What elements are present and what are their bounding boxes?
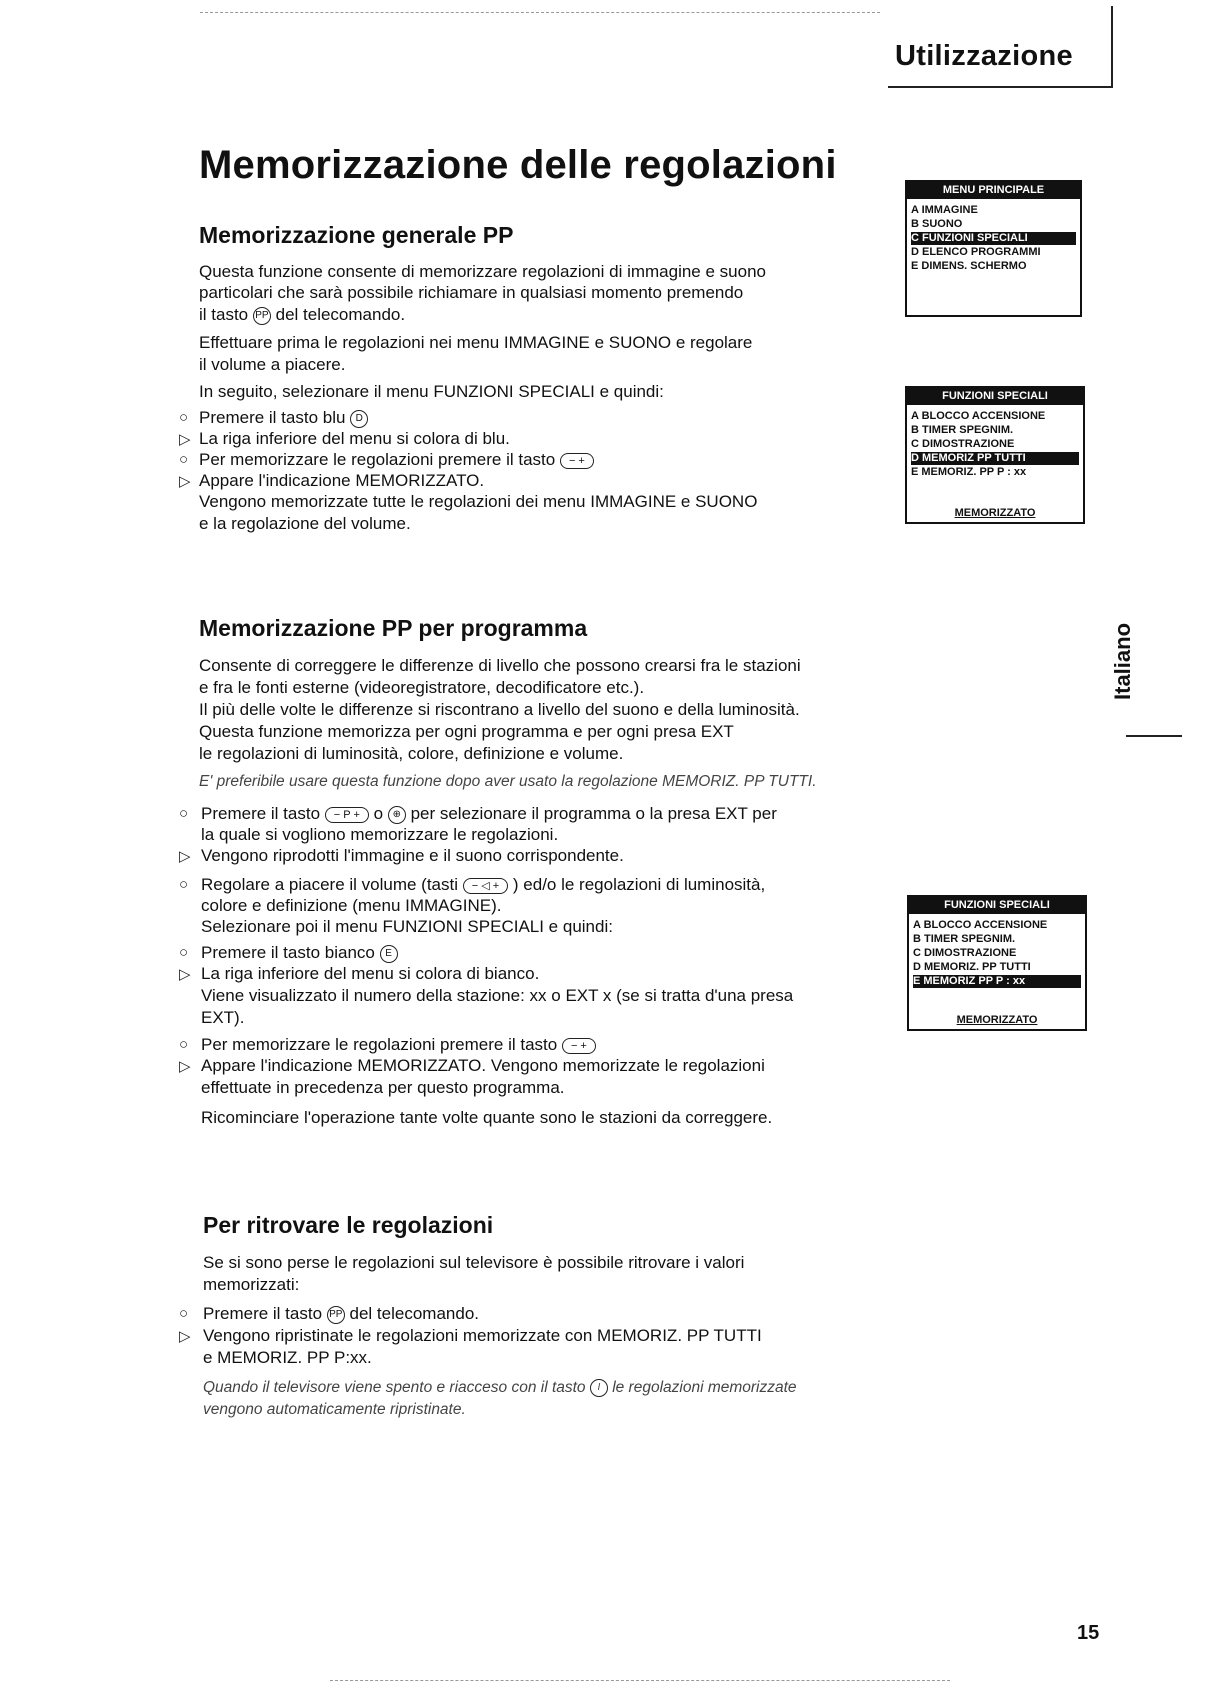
section1-bullet3-text: Per memorizzare le regolazioni premere il tasto <box>199 450 556 469</box>
section1-heading: Memorizzazione generale PP <box>199 222 514 248</box>
pp-key-icon: PP <box>327 1306 345 1324</box>
section3-bullet1-text: Premere il tasto <box>203 1304 323 1323</box>
bullet-circle-icon: ○ <box>179 409 189 426</box>
ext-key-icon: ⊕ <box>388 806 406 824</box>
section3-heading: Per ritrovare le regolazioni <box>203 1212 494 1238</box>
blue-key-icon: D <box>350 410 368 428</box>
section2-bullet5-line2: Viene visualizzato il numero della stazione: xx o EXT x (se si tratta d'una presa <box>201 986 794 1005</box>
section2-p3: Il più delle volte le differenze si riscontrano a livello del suono e della luminosità. <box>199 700 800 719</box>
section1-step-line2: il volume a piacere. <box>199 355 346 374</box>
menu-title: MENU PRINCIPALE <box>907 182 1080 199</box>
section2-bullet5: La riga inferiore del menu si colora di bianco. <box>201 964 540 983</box>
power-key-icon: I <box>590 1379 608 1397</box>
section3-note-text: Quando il televisore viene spento e riacceso con il tasto <box>203 1379 586 1396</box>
section2-p4: Questa funzione memorizza per ogni programma e per ogni presa EXT <box>199 722 734 741</box>
menu-item: E DIMENS. SCHERMO <box>911 260 1027 272</box>
section3-bullet1-text-end: del telecomando. <box>349 1304 479 1323</box>
section1-bullet1-text: Premere il tasto blu <box>199 408 346 427</box>
section3-bullet2-line2: e MEMORIZ. PP P:xx. <box>203 1348 372 1367</box>
menu-item: A IMMAGINE <box>911 204 978 216</box>
section2-bullet4 <box>201 942 398 964</box>
store-key-icon: − + <box>560 453 594 469</box>
arrow-right-icon: ▷ <box>179 966 191 983</box>
section3-note-line1 <box>203 1377 797 1399</box>
menu-item: A BLOCCO ACCENSIONE <box>913 919 1048 931</box>
section1-bullet3 <box>199 449 594 471</box>
menu-title: FUNZIONI SPECIALI <box>907 388 1083 405</box>
bullet-circle-icon: ○ <box>179 1305 189 1322</box>
section2-bullet1-text: Premere il tasto <box>201 804 321 823</box>
menu-item: B SUONO <box>911 218 963 230</box>
section2-bullet4-text: Premere il tasto bianco <box>201 943 375 962</box>
menu-item: A BLOCCO ACCENSIONE <box>911 410 1046 422</box>
section2-bullet3 <box>201 874 765 896</box>
arrow-right-icon: ▷ <box>179 848 191 865</box>
section2-p2: e fra le fonti esterne (videoregistratore, decodificatore etc.). <box>199 678 645 697</box>
menu-item: D ELENCO PROGRAMMI <box>911 246 1041 258</box>
scan-artifact-top <box>200 12 880 13</box>
section2-bullet7-line2: effettuate in precedenza per questo programma. <box>201 1078 565 1097</box>
section2-bullet1 <box>201 803 777 825</box>
volume-key-icon: − ◁ + <box>463 878 508 894</box>
section1-bullet1 <box>199 407 368 429</box>
section2-p5: le regolazioni di luminosità, colore, definizione e volume. <box>199 744 624 763</box>
header-rule <box>888 86 1113 88</box>
section3-note-text-end: le regolazioni memorizzate <box>612 1379 797 1396</box>
bullet-circle-icon: ○ <box>179 1036 189 1053</box>
menu-item-selected: D MEMORIZ PP TUTTI <box>911 452 1079 465</box>
page-number: 15 <box>1077 1622 1100 1644</box>
section1-step-line3: In seguito, selezionare il menu FUNZIONI SPECIALI e quindi: <box>199 382 664 401</box>
tv-menu-funzioni-speciali-2 <box>907 895 1087 1031</box>
arrow-right-icon: ▷ <box>179 1058 191 1075</box>
menu-item-selected: C FUNZIONI SPECIALI <box>911 232 1076 245</box>
store-key-icon: − + <box>562 1038 596 1054</box>
section1-intro-line3 <box>199 304 405 326</box>
section1-intro-text: il tasto <box>199 305 249 324</box>
section2-bullet6 <box>201 1034 596 1056</box>
menu-footer: MEMORIZZATO <box>956 1014 1038 1026</box>
section2-bullet2: Vengono riprodotti l'immagine e il suono corrispondente. <box>201 846 624 865</box>
section2-note: E' preferibile usare questa funzione dopo aver usato la regolazione MEMORIZ. PP TUTTI. <box>199 773 817 790</box>
section2-heading: Memorizzazione PP per programma <box>199 615 588 641</box>
section3-bullet1 <box>203 1303 479 1325</box>
section1-intro-line1: Questa funzione consente di memorizzare regolazioni di immagine e suono <box>199 262 766 281</box>
section2-bullet1-line2: la quale si vogliono memorizzare le regolazioni. <box>201 825 559 844</box>
menu-item: B TIMER SPEGNIM. <box>913 933 1016 945</box>
scan-artifact-bottom <box>330 1680 950 1681</box>
section3-p1: Se si sono perse le regolazioni sul televisore è possibile ritrovare i valori <box>203 1253 745 1272</box>
section3-bullet2: Vengono ripristinate le regolazioni memorizzate con MEMORIZ. PP TUTTI <box>203 1326 762 1345</box>
menu-item: C DIMOSTRAZIONE <box>913 947 1017 959</box>
menu-title: FUNZIONI SPECIALI <box>909 897 1085 914</box>
section1-bullet4-line3: e la regolazione del volume. <box>199 514 411 533</box>
section2-outro: Ricominciare l'operazione tante volte quante sono le stazioni da correggere. <box>201 1108 773 1127</box>
section1-intro-text-end: del telecomando. <box>275 305 406 324</box>
section2-bullet3-text: Regolare a piacere il volume (tasti <box>201 875 459 894</box>
bullet-circle-icon: ○ <box>179 805 189 822</box>
section2-bullet3-text-end: ) ed/o le regolazioni di luminosità, <box>512 875 766 894</box>
tv-menu-principale <box>905 180 1082 317</box>
menu-item: C DIMOSTRAZIONE <box>911 438 1015 450</box>
menu-item: D MEMORIZ. PP TUTTI <box>913 961 1031 973</box>
white-key-icon: E <box>380 945 398 963</box>
section2-bullet5-line3: EXT). <box>201 1008 245 1027</box>
section3-note-line2: vengono automaticamente ripristinate. <box>203 1401 466 1418</box>
section2-bullet1-text-end: per selezionare il programma o la presa EXT per <box>410 804 777 823</box>
section2-bullet3-line3: Selezionare poi il menu FUNZIONI SPECIALI e quindi: <box>201 917 613 936</box>
side-tab-rule <box>1126 735 1182 737</box>
section2-bullet6-text: Per memorizzare le regolazioni premere il tasto <box>201 1035 558 1054</box>
section2-p1: Consente di correggere le differenze di livello che possono crearsi fra le stazioni <box>199 656 801 675</box>
section-header: Utilizzazione <box>895 40 1073 72</box>
bullet-circle-icon: ○ <box>179 944 189 961</box>
header-rule-vertical <box>1111 6 1113 87</box>
section2-bullet3-line2: colore e definizione (menu IMMAGINE). <box>201 896 502 915</box>
menu-item-selected: E MEMORIZ PP P : xx <box>913 975 1081 988</box>
section1-bullet4: Appare l'indicazione MEMORIZZATO. <box>199 471 485 490</box>
section2-bullet7: Appare l'indicazione MEMORIZZATO. Vengono memorizzate le regolazioni <box>201 1056 765 1075</box>
menu-item: E MEMORIZ. PP P : xx <box>911 466 1027 478</box>
section2-bullet1-or: o <box>373 804 384 823</box>
menu-footer: MEMORIZZATO <box>954 507 1036 519</box>
tv-menu-funzioni-speciali <box>905 386 1085 524</box>
menu-item: B TIMER SPEGNIM. <box>911 424 1014 436</box>
bullet-circle-icon: ○ <box>179 876 189 893</box>
page-title: Memorizzazione delle regolazioni <box>199 143 837 187</box>
program-key-icon: − P + <box>325 807 369 823</box>
section1-intro-line2: particolari che sarà possibile richiamare in qualsiasi momento premendo <box>199 283 744 302</box>
bullet-circle-icon: ○ <box>179 451 189 468</box>
section3-p2: memorizzati: <box>203 1275 300 1294</box>
pp-key-icon: PP <box>253 307 271 325</box>
section1-bullet4-line2: Vengono memorizzate tutte le regolazioni dei menu IMMAGINE e SUONO <box>199 492 758 511</box>
arrow-right-icon: ▷ <box>179 473 191 490</box>
section1-bullet2: La riga inferiore del menu si colora di blu. <box>199 429 510 448</box>
section1-step-line1: Effettuare prima le regolazioni nei menu IMMAGINE e SUONO e regolare <box>199 333 753 352</box>
language-side-tab: Italiano <box>1110 622 1135 700</box>
arrow-right-icon: ▷ <box>179 431 191 448</box>
arrow-right-icon: ▷ <box>179 1328 191 1345</box>
